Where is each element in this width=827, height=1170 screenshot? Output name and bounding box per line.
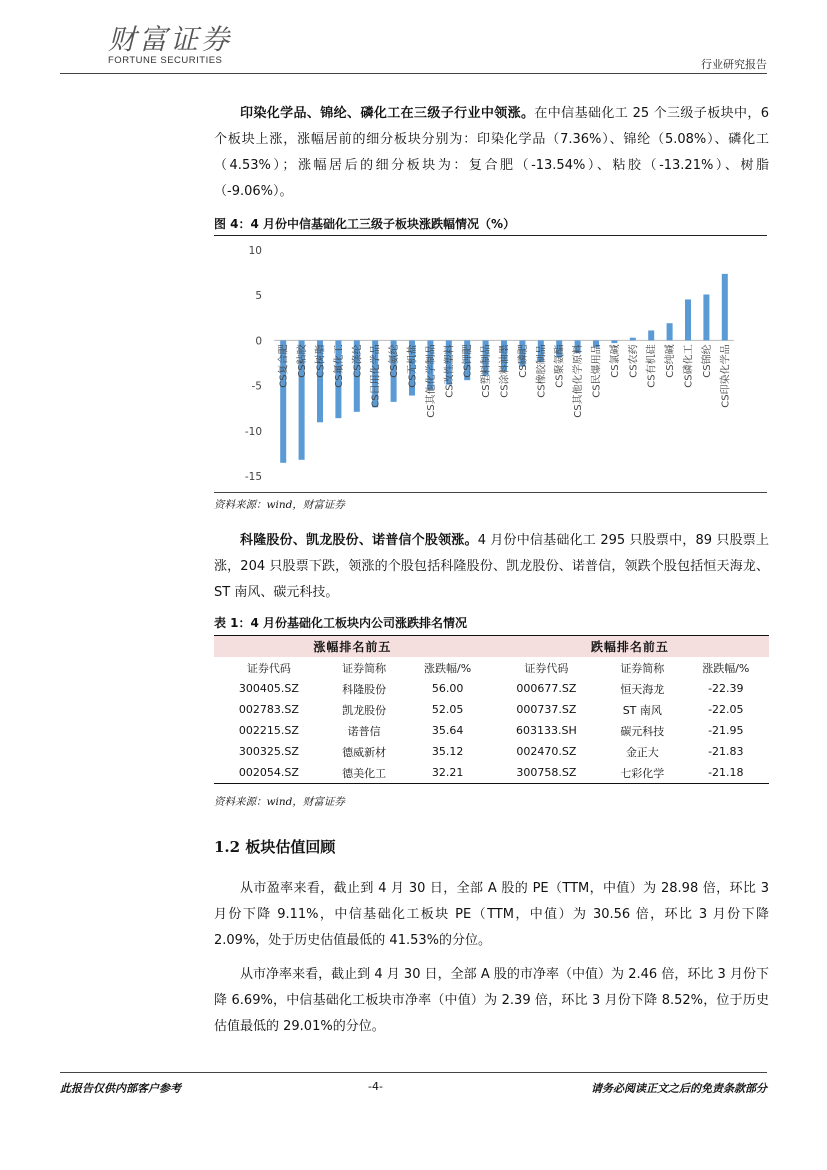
category-label: CS农药 xyxy=(628,344,640,378)
table-cell: 德美化工 xyxy=(324,762,405,784)
table-source: 资料来源：wind，财富证券 xyxy=(214,796,345,808)
table-cell: 300758.SZ xyxy=(491,762,602,784)
table-cell: 002783.SZ xyxy=(238,703,299,716)
table-cell: 32.21 xyxy=(404,762,490,784)
column-header: 涨跌幅/% xyxy=(702,661,750,675)
table-cell: 603133.SH xyxy=(516,724,577,737)
y-tick-label: 5 xyxy=(255,290,262,303)
category-label: CS氟化工 xyxy=(333,344,345,388)
category-label: CS锦纶 xyxy=(701,344,713,378)
logo-chinese: 财富证券 xyxy=(108,23,233,56)
paragraph-pe-valuation: 从市盈率来看，截止到 4 月 30 日，全部 A 股的 PE（TTM，中值）为 28.98 倍，环比 3 月份下降 9.11%，中信基础化工板块 PE（TTM，中值）为 30.56 倍，环比 3 月份下降 2.09%，处于历史估值最低的 41.53%的分位。 xyxy=(214,881,769,948)
ranking-table xyxy=(214,635,769,784)
paragraph-subsector-summary xyxy=(214,101,769,205)
bar xyxy=(703,294,709,340)
table-row xyxy=(214,699,769,720)
table-cell: 金正大 xyxy=(625,745,659,759)
category-label: CS聚氨酯 xyxy=(554,344,566,388)
category-label: CS涂料油墨 xyxy=(499,344,511,398)
table-column-header xyxy=(214,657,769,678)
table-cell: 35.64 xyxy=(431,724,464,737)
table-cell: -21.95 xyxy=(708,724,744,737)
table-cell: 002215.SZ xyxy=(238,724,299,737)
column-header: 证券简称 xyxy=(620,661,665,675)
table-row xyxy=(214,762,769,784)
table-cell: 科隆股份 xyxy=(342,682,387,696)
bar xyxy=(667,323,673,340)
table-cell: 诺普信 xyxy=(347,724,381,738)
bar xyxy=(630,338,636,341)
chart-canvas xyxy=(214,238,769,490)
category-label: CS印染化学品 xyxy=(720,344,732,408)
column-header: 证券代码 xyxy=(524,661,569,675)
figure-source: 资料来源：wind，财富证券 xyxy=(214,499,345,511)
y-tick-label: -10 xyxy=(244,425,262,438)
y-tick-label: -5 xyxy=(251,380,262,393)
section-title: 1.2 板块估值回顾 xyxy=(214,838,336,856)
table-cell: 300325.SZ xyxy=(238,745,299,758)
logo-english: FORTUNE SECURITIES xyxy=(108,55,223,66)
category-label: CS橡胶制品 xyxy=(536,344,548,398)
bar xyxy=(648,330,654,340)
column-header: 证券代码 xyxy=(246,661,291,675)
table-row xyxy=(214,741,769,762)
bar xyxy=(722,274,728,341)
category-label: CS其他化学原料 xyxy=(573,344,585,418)
table-cell: -21.18 xyxy=(683,762,769,784)
group-down-label: 跌幅排名前五 xyxy=(491,636,769,658)
table-cell: 35.12 xyxy=(431,745,464,758)
category-label: CS其他化学制品 xyxy=(425,344,437,418)
table-cell: 300405.SZ xyxy=(238,682,299,695)
category-label: CS粘胶 xyxy=(297,344,309,378)
category-label: CS复合肥 xyxy=(278,344,290,388)
category-label: CS磷化工 xyxy=(683,344,695,388)
document-type: 行业研究报告 xyxy=(701,58,767,71)
table-caption: 表 1：4 月份基础化工板块内公司涨跌排名情况 xyxy=(214,616,468,630)
group-up-label: 涨幅排名前五 xyxy=(214,636,491,658)
bar xyxy=(685,299,691,340)
footer-disclaimer-left: 此报告仅供内部客户参考 xyxy=(60,1082,181,1095)
category-label: CS涤纶 xyxy=(352,344,364,378)
table-cell: -21.83 xyxy=(708,745,744,758)
category-label: CS氨纶 xyxy=(389,344,401,378)
table-cell: 碳元科技 xyxy=(620,724,665,738)
table-group-header xyxy=(214,636,769,658)
category-label: CS树脂 xyxy=(315,344,327,378)
bar xyxy=(611,340,617,343)
y-tick-label: 10 xyxy=(248,245,262,257)
table-cell: ST 南风 xyxy=(622,703,662,717)
category-label: CS日用化学品 xyxy=(370,344,382,408)
figure-caption: 图 4：4 月份中信基础化工三级子板块涨跌幅情况（%） xyxy=(214,217,516,231)
subsector-bar-chart xyxy=(214,238,769,494)
category-label: CS钾肥 xyxy=(462,344,474,378)
figure-top-rule xyxy=(214,235,767,236)
y-tick-label: -15 xyxy=(244,471,262,483)
category-label: CS改性塑料 xyxy=(444,344,456,398)
table-cell: 德威新材 xyxy=(342,745,387,759)
table-cell: 恒天海龙 xyxy=(620,682,665,696)
table-cell: -22.39 xyxy=(708,682,744,695)
paragraph-pb-valuation: 从市净率来看，截止到 4 月 30 日，全部 A 股的市净率（中值）为 2.46 倍，环比 3 月份下降 6.69%，中信基础化工板块市净率（中值）为 2.39 倍，环比 3 月份下降 8.52%，位于历史估值最低的 29.01%的分位。 xyxy=(214,967,769,1034)
category-label: CS民爆用品 xyxy=(591,344,603,398)
footer-divider xyxy=(60,1072,767,1073)
category-label: CS纯碱 xyxy=(665,344,677,378)
table-cell: -22.05 xyxy=(708,703,744,716)
column-header: 证券简称 xyxy=(342,661,387,675)
table-row xyxy=(214,678,769,699)
table-cell: 002470.SZ xyxy=(516,745,577,758)
table-cell: 56.00 xyxy=(431,682,464,695)
table-cell: 002054.SZ xyxy=(214,762,324,784)
paragraph-stock-summary xyxy=(214,528,769,606)
category-label: CS氯碱 xyxy=(609,344,621,378)
header-divider xyxy=(60,73,767,74)
table-cell: 000677.SZ xyxy=(516,682,577,695)
y-tick-label: 0 xyxy=(255,335,262,348)
category-label: CS磷肥 xyxy=(517,344,529,378)
table-cell: 000737.SZ xyxy=(516,703,577,716)
table-cell: 七彩化学 xyxy=(602,762,683,784)
column-header: 涨跌幅/% xyxy=(424,661,472,675)
category-label: CS塑料制品 xyxy=(481,344,493,398)
table-cell: 凯龙股份 xyxy=(342,703,387,717)
paragraph-body: 4 月份中信基础化工 295 只股票中，89 只股票上涨，204 只股票下跌，领涨的个股包括科隆股份、凯龙股份、诺普信，领跌个股包括恒天海龙、ST 南风、碳元科技。 xyxy=(214,533,769,600)
footer-disclaimer-right: 请务必阅读正文之后的免责条款部分 xyxy=(591,1082,767,1095)
paragraph-body: 在中信基础化工 25 个三级子板块中，6 个板块上涨，涨幅居前的细分板块分别为：印染化学品（7.36%）、锦纶（5.08%）、磷化工（4.53%）；涨幅居后的细分板块为：复合肥（-13.54%）、粘胶（-13.21%）、树脂（-9.06%）。 xyxy=(214,106,769,199)
category-label: CS无机盐 xyxy=(407,344,419,388)
table-cell: 52.05 xyxy=(431,703,464,716)
table-row xyxy=(214,720,769,741)
paragraph-lead: 科隆股份、凯龙股份、诺普信个股领涨。 xyxy=(240,533,478,548)
paragraph-lead: 印染化学品、锦纶、磷化工在三级子行业中领涨。 xyxy=(240,106,535,121)
category-label: CS有机硅 xyxy=(646,344,658,388)
page-number: -4- xyxy=(368,1080,383,1093)
figure-bottom-rule xyxy=(214,492,767,493)
